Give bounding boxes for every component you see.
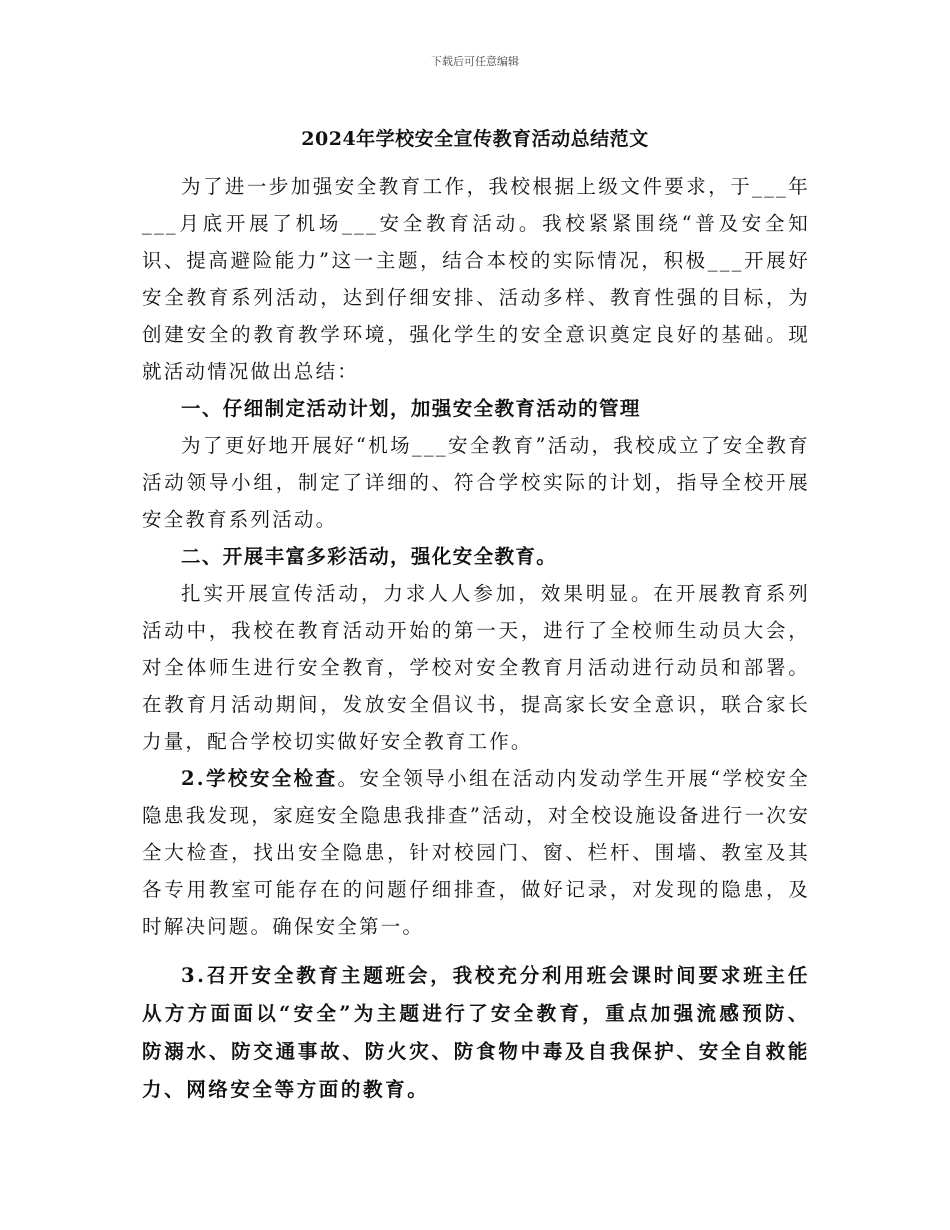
- section2-paragraph: 扎实开展宣传活动，力求人人参加，效果明显。在开展教育系列活动中，我校在教育活动开始的第一天，进行了全校师生动员大会，对全体师生进行安全教育，学校对安全教育月活动进行动员和部署。在教育月活动期间，发放安全倡议书，提高家长安全意识，联合家长力量，配合学校切实做好安全教育工作。: [142, 582, 810, 753]
- item2-lead: 2.学校安全检查: [181, 767, 338, 790]
- item3-paragraph: 3.召开安全教育主题班会，我校充分利用班会课时间要求班主任从方方面面以“安全”为主题进行了安全教育，重点加强流感预防、防溺水、防交通事故、防火灾、防食物中毒及自我保护、安全自救能力、网络安全等方面的教育。: [142, 964, 810, 1101]
- document-body: [142, 168, 810, 1109]
- intro-paragraph: 为了进一步加强安全教育工作，我校根据上级文件要求，于___年___月底开展了机场___安全教育活动。我校紧紧围绕“普及安全知识、提高避险能力”这一主题，结合本校的实际情况，积极___开展好安全教育系列活动，达到仔细安排、活动多样、教育性强的目标，为创建安全的教育教学环境，强化学生的安全意识奠定良好的基础。现就活动情况做出总结：: [142, 175, 810, 383]
- section1-paragraph: 为了更好地开展好“机场___安全教育”活动，我校成立了安全教育活动领导小组，制定了详细的、符合学校实际的计划，指导全校开展安全教育系列活动。: [142, 434, 810, 531]
- section1-heading: 一、仔细制定活动计划，加强安全教育活动的管理: [181, 397, 641, 420]
- item2-paragraph: [142, 760, 810, 945]
- section2-heading: 二、开展丰富多彩活动，强化安全教育。: [181, 545, 558, 568]
- document-title: 2024年学校安全宣传教育活动总结范文: [301, 128, 649, 150]
- header-note: 下载后可任意编辑: [431, 55, 519, 68]
- item2-text: 。安全领导小组在活动内发动学生开展“学校安全隐患我发现，家庭安全隐患我排查”活动，对全校设施设备进行一次安全大检查，找出安全隐患，针对校园门、窗、栏杆、围墙、教室及其各专用教室可能存在的问题仔细排查，做好记录，对发现的隐患，及时解决问题。确保安全第一。: [142, 767, 810, 938]
